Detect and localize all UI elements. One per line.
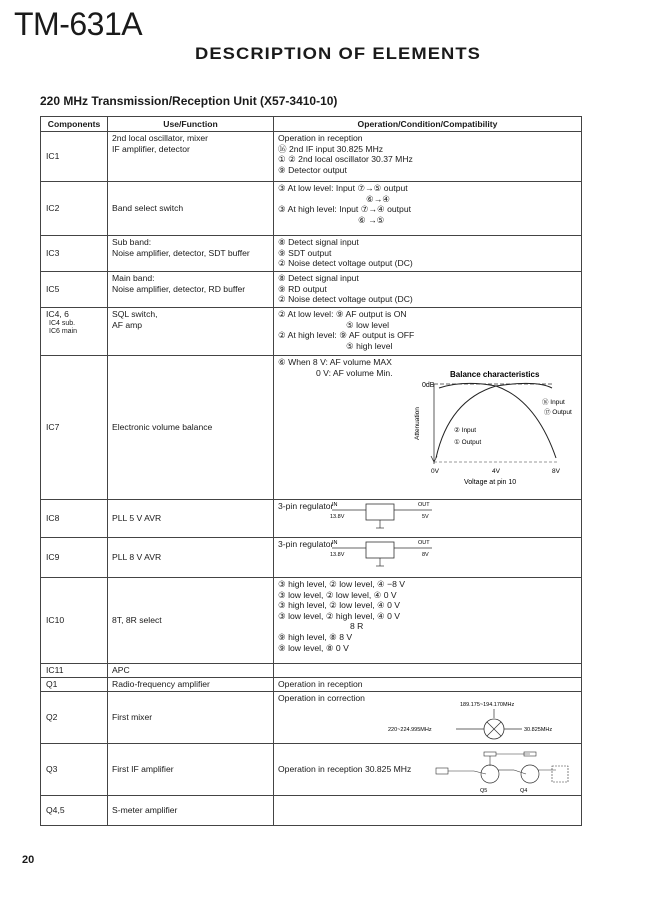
op-line: ② At low level: ⑨ AF output is ON <box>278 309 407 319</box>
op-line: 3-pin regulator <box>278 539 334 549</box>
use-line: 2nd local oscillator, mixer <box>112 133 209 143</box>
first-mixer-diagram <box>384 700 564 742</box>
out-label: OUT <box>418 502 430 508</box>
component-cell: IC2 <box>41 182 108 236</box>
op-line: ⑨ RD output <box>278 283 327 294</box>
if-frequency: 30.825MHz <box>524 727 553 733</box>
op-line: ⑨ low level, ⑧ 0 V <box>278 642 349 653</box>
operation-cell <box>274 744 582 796</box>
op-line: Operation in reception <box>278 679 363 689</box>
odb-label: 0dB <box>422 382 435 389</box>
elements-table <box>40 116 582 826</box>
table-row <box>41 664 582 678</box>
component-sub: IC4 sub. <box>49 319 76 327</box>
legend-input-16: ⑯ Input <box>542 399 565 406</box>
op-line: ⑧ Detect signal input <box>278 237 359 247</box>
col-components: Components <box>41 117 108 132</box>
lo-frequency: 189.175~194.170MHz <box>460 702 515 708</box>
use-cell <box>108 678 274 692</box>
col-use: Use/Function <box>108 117 274 132</box>
out-voltage: 5V <box>422 514 429 520</box>
wire <box>514 770 526 774</box>
use-line: Noise amplifier, detector, RD buffer <box>112 283 246 294</box>
output-block <box>552 766 568 782</box>
op-line: 8 R <box>350 621 364 632</box>
legend-output-1: ① Output <box>454 439 482 446</box>
table-row <box>41 272 582 308</box>
component-label: IC4, 6 <box>46 309 69 319</box>
op-line: Operation in correction <box>278 693 365 703</box>
balance-characteristics-chart <box>274 370 574 488</box>
regulator-block <box>366 504 394 520</box>
unit-title: 220 MHz Transmission/Reception Unit (X57-3410-10) <box>40 94 338 108</box>
use-line: First IF amplifier <box>112 764 174 775</box>
curve-rising <box>436 383 552 458</box>
operation-cell <box>274 538 582 578</box>
table-row <box>41 132 582 182</box>
op-line: ③ low level, ② high level, ④ 0 V <box>278 610 400 621</box>
q5-label: Q5 <box>480 788 488 794</box>
op-line: ⑧ Detect signal input <box>278 273 359 283</box>
x-tick-0v: 0V <box>431 468 439 475</box>
use-cell <box>108 664 274 678</box>
legend-output-17: ⑰ Output <box>544 409 572 416</box>
y-axis-label: Attenuation <box>414 407 421 440</box>
in-label: IN <box>332 502 338 508</box>
use-line: Sub band: <box>112 237 152 247</box>
regulator-8v-diagram <box>332 538 442 572</box>
operation-cell <box>274 664 582 678</box>
use-cell <box>108 744 274 796</box>
component-cell: IC5 <box>41 272 108 308</box>
op-line: Operation in reception 30.825 MHz <box>278 764 412 775</box>
out-label: OUT <box>418 540 430 546</box>
page-title: DESCRIPTION OF ELEMENTS <box>195 44 481 63</box>
q4-transistor <box>521 765 539 783</box>
op-line: ⑤ high level <box>346 340 393 351</box>
q5-transistor <box>481 765 499 783</box>
op-line: ⑯ 2nd IF input 30.825 MHz <box>278 143 384 154</box>
use-cell <box>108 308 274 356</box>
op-line: ② Noise detect voltage output (DC) <box>278 258 413 269</box>
use-cell <box>108 182 274 236</box>
x-tick-8v: 8V <box>552 468 560 475</box>
component-cell: IC3 <box>41 236 108 272</box>
table-row <box>41 692 582 744</box>
col-operation: Operation/Condition/Compatibility <box>274 117 582 132</box>
op-line: 3-pin regulator <box>278 501 334 511</box>
use-line: Electronic volume balance <box>112 422 213 433</box>
use-line: AF amp <box>112 319 143 330</box>
use-line: Main band: <box>112 273 155 283</box>
op-line: 0 V: AF volume Min. <box>316 367 393 378</box>
use-line: 8T, 8R select <box>112 615 162 626</box>
legend-input-2: ② Input <box>454 427 477 434</box>
use-line: SQL switch, <box>112 309 158 319</box>
component-cell: Q4,5 <box>41 796 108 826</box>
operation-cell <box>274 678 582 692</box>
component-cell: Q2 <box>41 692 108 744</box>
component-cell: IC11 <box>41 664 108 678</box>
model-name: TM-631A <box>14 6 143 42</box>
x-axis-label: Voltage at pin 10 <box>464 479 517 486</box>
op-line: ③ high level, ② low level, ④ −8 V <box>278 579 406 589</box>
use-line: First mixer <box>112 712 153 723</box>
page-number: 20 <box>22 854 35 866</box>
table-row <box>41 538 582 578</box>
operation-cell <box>274 182 582 236</box>
use-line: PLL 8 V AVR <box>112 552 162 563</box>
op-line: ③ high level, ② low level, ④ 0 V <box>278 600 400 611</box>
op-line: ⑨ SDT output <box>278 247 332 258</box>
op-line: ③ At high level: Input ⑦→④ output <box>278 204 411 215</box>
table-row <box>41 796 582 826</box>
resistor <box>484 752 496 756</box>
component-cell: IC8 <box>41 500 108 538</box>
use-line: APC <box>112 665 130 675</box>
component-cell: IC9 <box>41 538 108 578</box>
table-header-row <box>41 117 582 132</box>
use-line: Radio-frequency amplifier <box>112 679 210 689</box>
q4-label: Q4 <box>520 788 528 794</box>
use-line: PLL 5 V AVR <box>112 513 162 524</box>
use-cell <box>108 272 274 308</box>
operation-cell <box>274 236 582 272</box>
operation-cell <box>274 356 582 500</box>
table-row <box>41 500 582 538</box>
table-row <box>41 744 582 796</box>
op-line: ⑥→④ <box>366 193 391 204</box>
x-tick-4v: 4V <box>492 468 500 475</box>
rf-frequency: 220~224.995MHz <box>388 727 432 733</box>
op-line: ② Noise detect voltage output (DC) <box>278 294 413 305</box>
use-cell <box>108 796 274 826</box>
use-line: IF amplifier, detector <box>112 143 190 154</box>
use-cell <box>108 500 274 538</box>
table-row <box>41 308 582 356</box>
component-sub: IC6 main <box>49 328 78 336</box>
operation-cell <box>274 692 582 744</box>
op-line: ⑥ →⑤ <box>358 214 385 225</box>
operation-cell <box>274 500 582 538</box>
table-row <box>41 678 582 692</box>
regulator-5v-diagram <box>332 500 442 534</box>
in-voltage: 13.8V <box>330 514 345 520</box>
operation-cell <box>274 796 582 826</box>
op-line: ⑨ Detector output <box>278 164 347 175</box>
op-line: ③ low level, ② low level, ④ 0 V <box>278 589 397 600</box>
in-voltage: 13.8V <box>330 552 345 558</box>
op-line: ⑥ When 8 V: AF volume MAX <box>278 357 392 367</box>
if-amplifier-diagram <box>434 746 584 796</box>
operation-cell <box>274 272 582 308</box>
use-line: Band select switch <box>112 203 184 214</box>
component-cell: Q3 <box>41 744 108 796</box>
operation-cell <box>274 132 582 182</box>
filter-block <box>436 768 448 774</box>
op-line: ⑤ low level <box>346 319 390 330</box>
wire <box>474 771 486 774</box>
use-cell <box>108 236 274 272</box>
use-cell <box>108 538 274 578</box>
op-line: ① ② 2nd local oscillator 30.37 MHz <box>278 154 413 165</box>
component-cell: IC7 <box>41 356 108 500</box>
use-cell <box>108 132 274 182</box>
component-cell: IC10 <box>41 578 108 664</box>
component-cell: Q1 <box>41 678 108 692</box>
use-cell <box>108 692 274 744</box>
op-line: ⑨ high level, ⑧ 8 V <box>278 631 353 642</box>
use-line: S-meter amplifier <box>112 805 178 816</box>
operation-cell <box>274 578 582 664</box>
table-row <box>41 356 582 500</box>
op-line: Operation in reception <box>278 133 363 143</box>
out-voltage: 8V <box>422 552 429 558</box>
component-cell <box>41 308 108 356</box>
op-line: ③ At low level: Input ⑦→⑤ output <box>278 183 408 193</box>
chart-title: Balance characteristics <box>450 370 540 379</box>
curve-falling <box>439 383 556 458</box>
operation-cell <box>274 308 582 356</box>
op-line: ② At high level: ⑨ AF output is OFF <box>278 330 415 341</box>
component-cell: IC1 <box>41 132 108 182</box>
use-cell <box>108 578 274 664</box>
table-row <box>41 578 582 664</box>
use-cell <box>108 356 274 500</box>
regulator-block <box>366 542 394 558</box>
in-label: IN <box>332 540 338 546</box>
table-row <box>41 236 582 272</box>
table-row <box>41 182 582 236</box>
use-line: Noise amplifier, detector, SDT buffer <box>112 247 250 258</box>
